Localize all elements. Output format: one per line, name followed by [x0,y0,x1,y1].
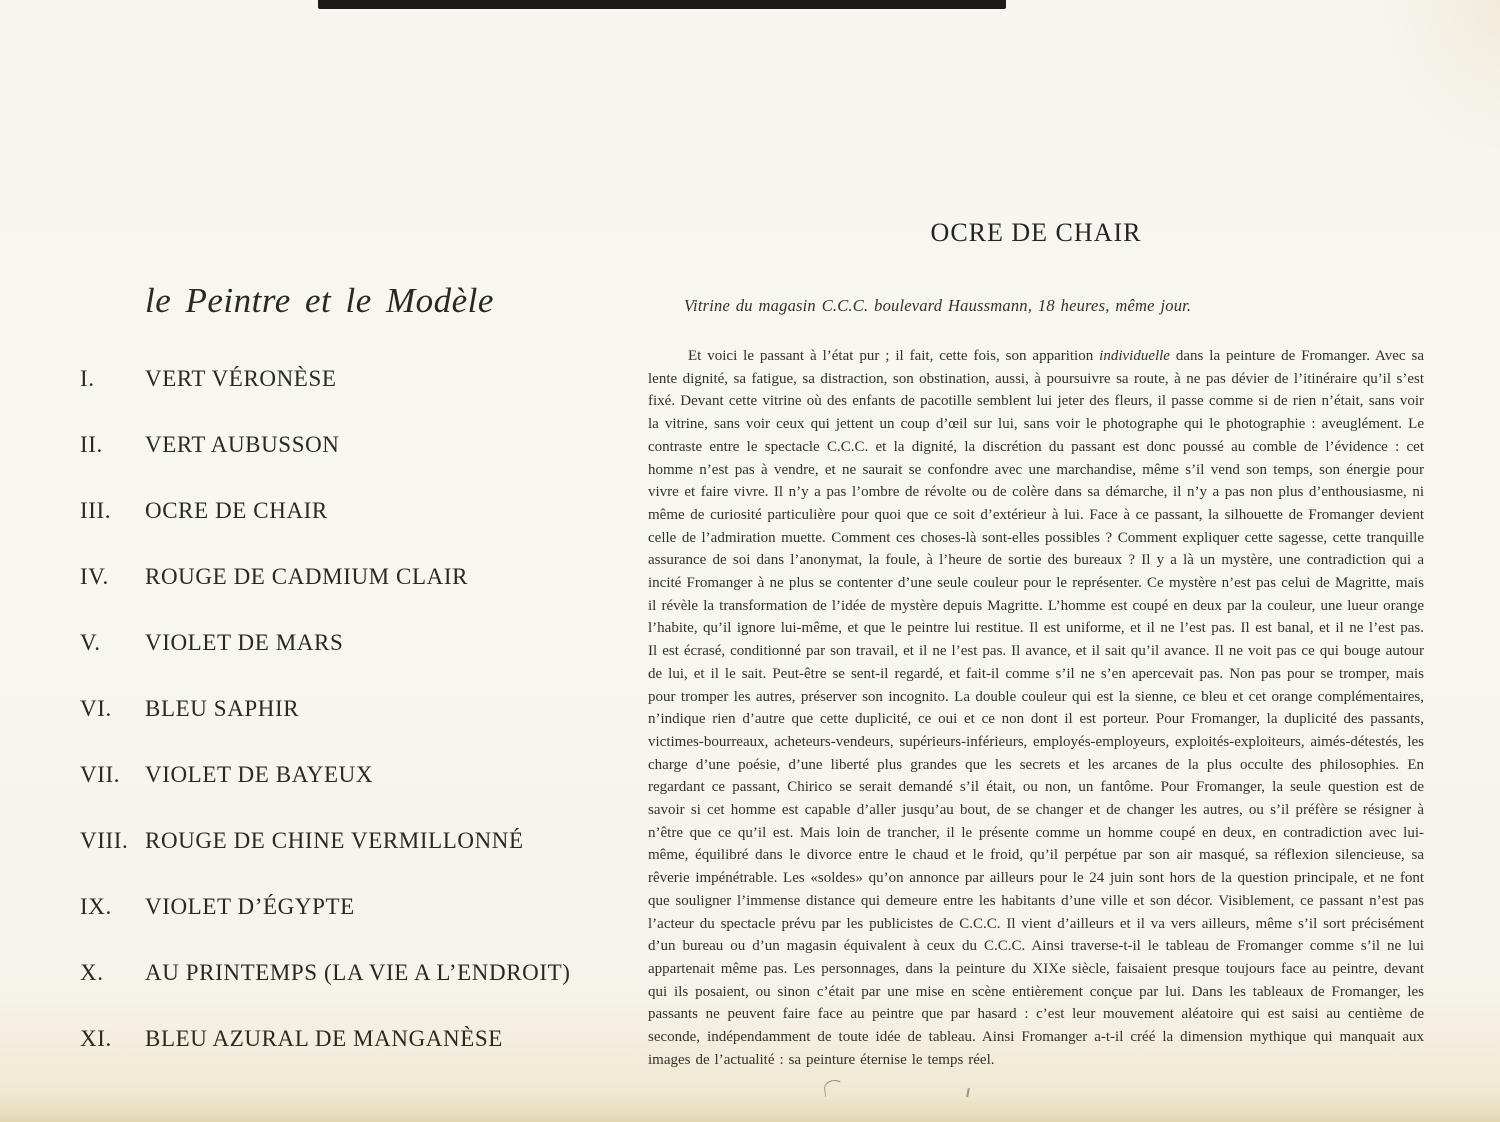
chapter-paragraph [648,345,1424,1072]
chapter-numeral: IV. [80,564,109,589]
paragraph-italic-word: individuelle [1099,348,1170,364]
chapter-numeral: XI. [80,1026,112,1051]
list-item [80,696,640,724]
list-item [80,498,640,526]
chapter-subtitle: Vitrine du magasin C.C.C. boulevard Haussmann, 18 heures, même jour. [684,296,1192,315]
chapter-label: ROUGE DE CHINE VERMILLONNÉ [145,828,524,853]
chapter-numeral: IX. [80,894,112,919]
chapter-label: BLEU SAPHIR [145,696,300,721]
chapter-numeral: III. [80,498,112,523]
paragraph-segment: dans la peinture de Fromanger. Avec sa lente dignité, sa fatigue, sa distraction, son obstination, aussi, à poursuivre sa route, à ne pas dévier de l’itinéraire qu’il s’est fixé. Devant cette vitrine où des enfants de pacotille semblent lui jeter des fleurs, il passe comme si de rien n’était, sans voir la vitrine, sans voir ceux qui jettent un coup d’œil sur lui, sans voir le photographe qui le photographie : aveuglément. Le contraste entre le spectacle C.C.C. et la dignité, la discrétion du passant est donc poussé au comble de l’évidence : cet homme n’est pas à vendre, et ne saurait se confondre avec une marchandise, même s’il vend son temps, son énergie pour vivre et faire vivre. Il n’y a pas l’ombre de révolte ou de colère dans sa démarche, il n’y a pas non plus d’enthousiasme, ni même de curiosité particulière pour quoi que ce soit d’extérieur à lui. Face à ce passant, la silhouette de Fromanger devient celle de l’admiration muette. Comment ces choses-là sont-elles possibles ? Comment expliquer cette sagesse, cette tranquille assurance de soi dans l’anonymat, la foule, à l’heure de sortie des bureaux ? Il y a là un mystère, une contradiction qui a incité Fromanger à ne plus se contenter d’une seule couleur pour le représenter. Ce mystère n’est pas celui de Magritte, mais il révèle la transformation de l’idée de mystère depuis Magritte. L’homme est coupé en deux par la couleur, une lueur orange l’habite, qu’il ignore lui-même, et que le peintre lui restitue. Il est uniforme, et il ne l’est pas. Il est banal, et il ne l’est pas. Il est écrasé, conditionné par son travail, et il ne l’est pas. Il avance, et il sait qu’il avance. Il ne voit pas ce qui bouge autour de lui, et il le sait. Peut-être se sent-il regardé, et fait-il comme s’il ne s’en apercevait pas. Non pas pour se tromper, mais pour tromper les autres, préserver son incognito. La double couleur qui est la sienne, ce bleu et cet orange complémentaires, n’indique rien d’autre que cette duplicité, ce oui et ce non dont il est porteur. Pour Fromanger, la duplicité des passants, victimes-bourreaux, acheteurs-vendeurs, supérieurs-inférieurs, employés-employeurs, exploités-exploiteurs, aimés-détestés, les charge d’une poésie, d’une liberté plus grandes que les secrets et les arcanes de la plus occulte des philosophies. En regardant ce passant, Chirico se serait demandé s’il était, ou non, un fantôme. Pour Fromanger, la seule question est de savoir si cet homme est capable d’aller jusqu’au bout, de se changer et de changer les autres, ou s’il préfère se résigner à n’être que ce qu’il est. Mais loin de trancher, il le présente comme un homme coupé en deux, en contradiction avec lui-même, équilibré dans le divorce entre le chaud et le froid, qu’il perpétue par son air masqué, sa réflexion silencieuse, sa rêverie impénétrable. Les «soldes» qu’on annonce par ailleurs pour le 24 juin sont hors de la question principale, et ne font que souligner l’immense distance qui demeure entre les habitants d’une ville et son décor. Visiblement, ce passant n’est pas l’acteur du spectacle prévu par les publicistes de C.C.C. Il vient d’ailleurs et il va vers ailleurs, même s’il sort précisément d’un bureau ou d’un magasin équivalent à ceux du C.C.C. Ainsi traverse-t-il le tableau de Fromanger comme s’il ne lui appartenait même pas. Les personnages, dans la peinture du XIXe siècle, faisaient presque toujours face au peintre, devant qui ils posaient, ou sinon c’était par une mise en scène entièrement conçue par lui. Dans les tableaux de Fromanger, les passants ne peuvent faire face au peintre que par hasard : c’est leur mouvement aléatoire qui est saisi au centième de seconde, indépendamment de toute idée de tableau. Ainsi Fromanger a-t-il créé la dimension mythique qui manquait aux images de l’actualité : sa peinture éternise le temps réel. [648,348,1424,1068]
list-item [80,366,640,394]
chapter-numeral: X. [80,960,104,985]
scan-artifact-curl [823,1079,845,1098]
chapter-label: BLEU AZURAL DE MANGANÈSE [145,1026,503,1051]
chapter-numeral: II. [80,432,103,457]
chapter-label: ROUGE DE CADMIUM CLAIR [145,564,469,589]
contents-column [0,0,640,1122]
chapter-label: VERT AUBUSSON [145,432,340,457]
list-item [80,960,640,988]
chapter-numeral: I. [80,366,95,391]
chapter-label: VIOLET DE MARS [145,630,344,655]
chapter-label: AU PRINTEMPS (LA VIE A L’ENDROIT) [145,960,571,985]
book-title: le Peintre et le Modèle [145,281,494,320]
chapter-label: OCRE DE CHAIR [145,498,328,523]
paragraph-segment: Et voici le passant à l’état pur ; il fait, cette fois, son apparition [688,348,1100,364]
chapter-column [648,0,1424,1122]
chapter-label: VIOLET D’ÉGYPTE [145,894,355,919]
chapter-heading: OCRE DE CHAIR [930,218,1142,247]
chapter-numeral: V. [80,630,101,655]
list-item [80,762,640,790]
chapter-numeral: VIII. [80,828,129,853]
list-item [80,630,640,658]
page-bottom-shade [0,1096,1500,1122]
list-item [80,432,640,460]
chapter-list [80,366,640,1092]
chapter-label: VERT VÉRONÈSE [145,366,337,391]
chapter-numeral: VI. [80,696,112,721]
chapter-label: VIOLET DE BAYEUX [145,762,374,787]
list-item [80,828,640,856]
chapter-numeral: VII. [80,762,121,787]
list-item [80,894,640,922]
list-item [80,564,640,592]
list-item [80,1026,640,1054]
